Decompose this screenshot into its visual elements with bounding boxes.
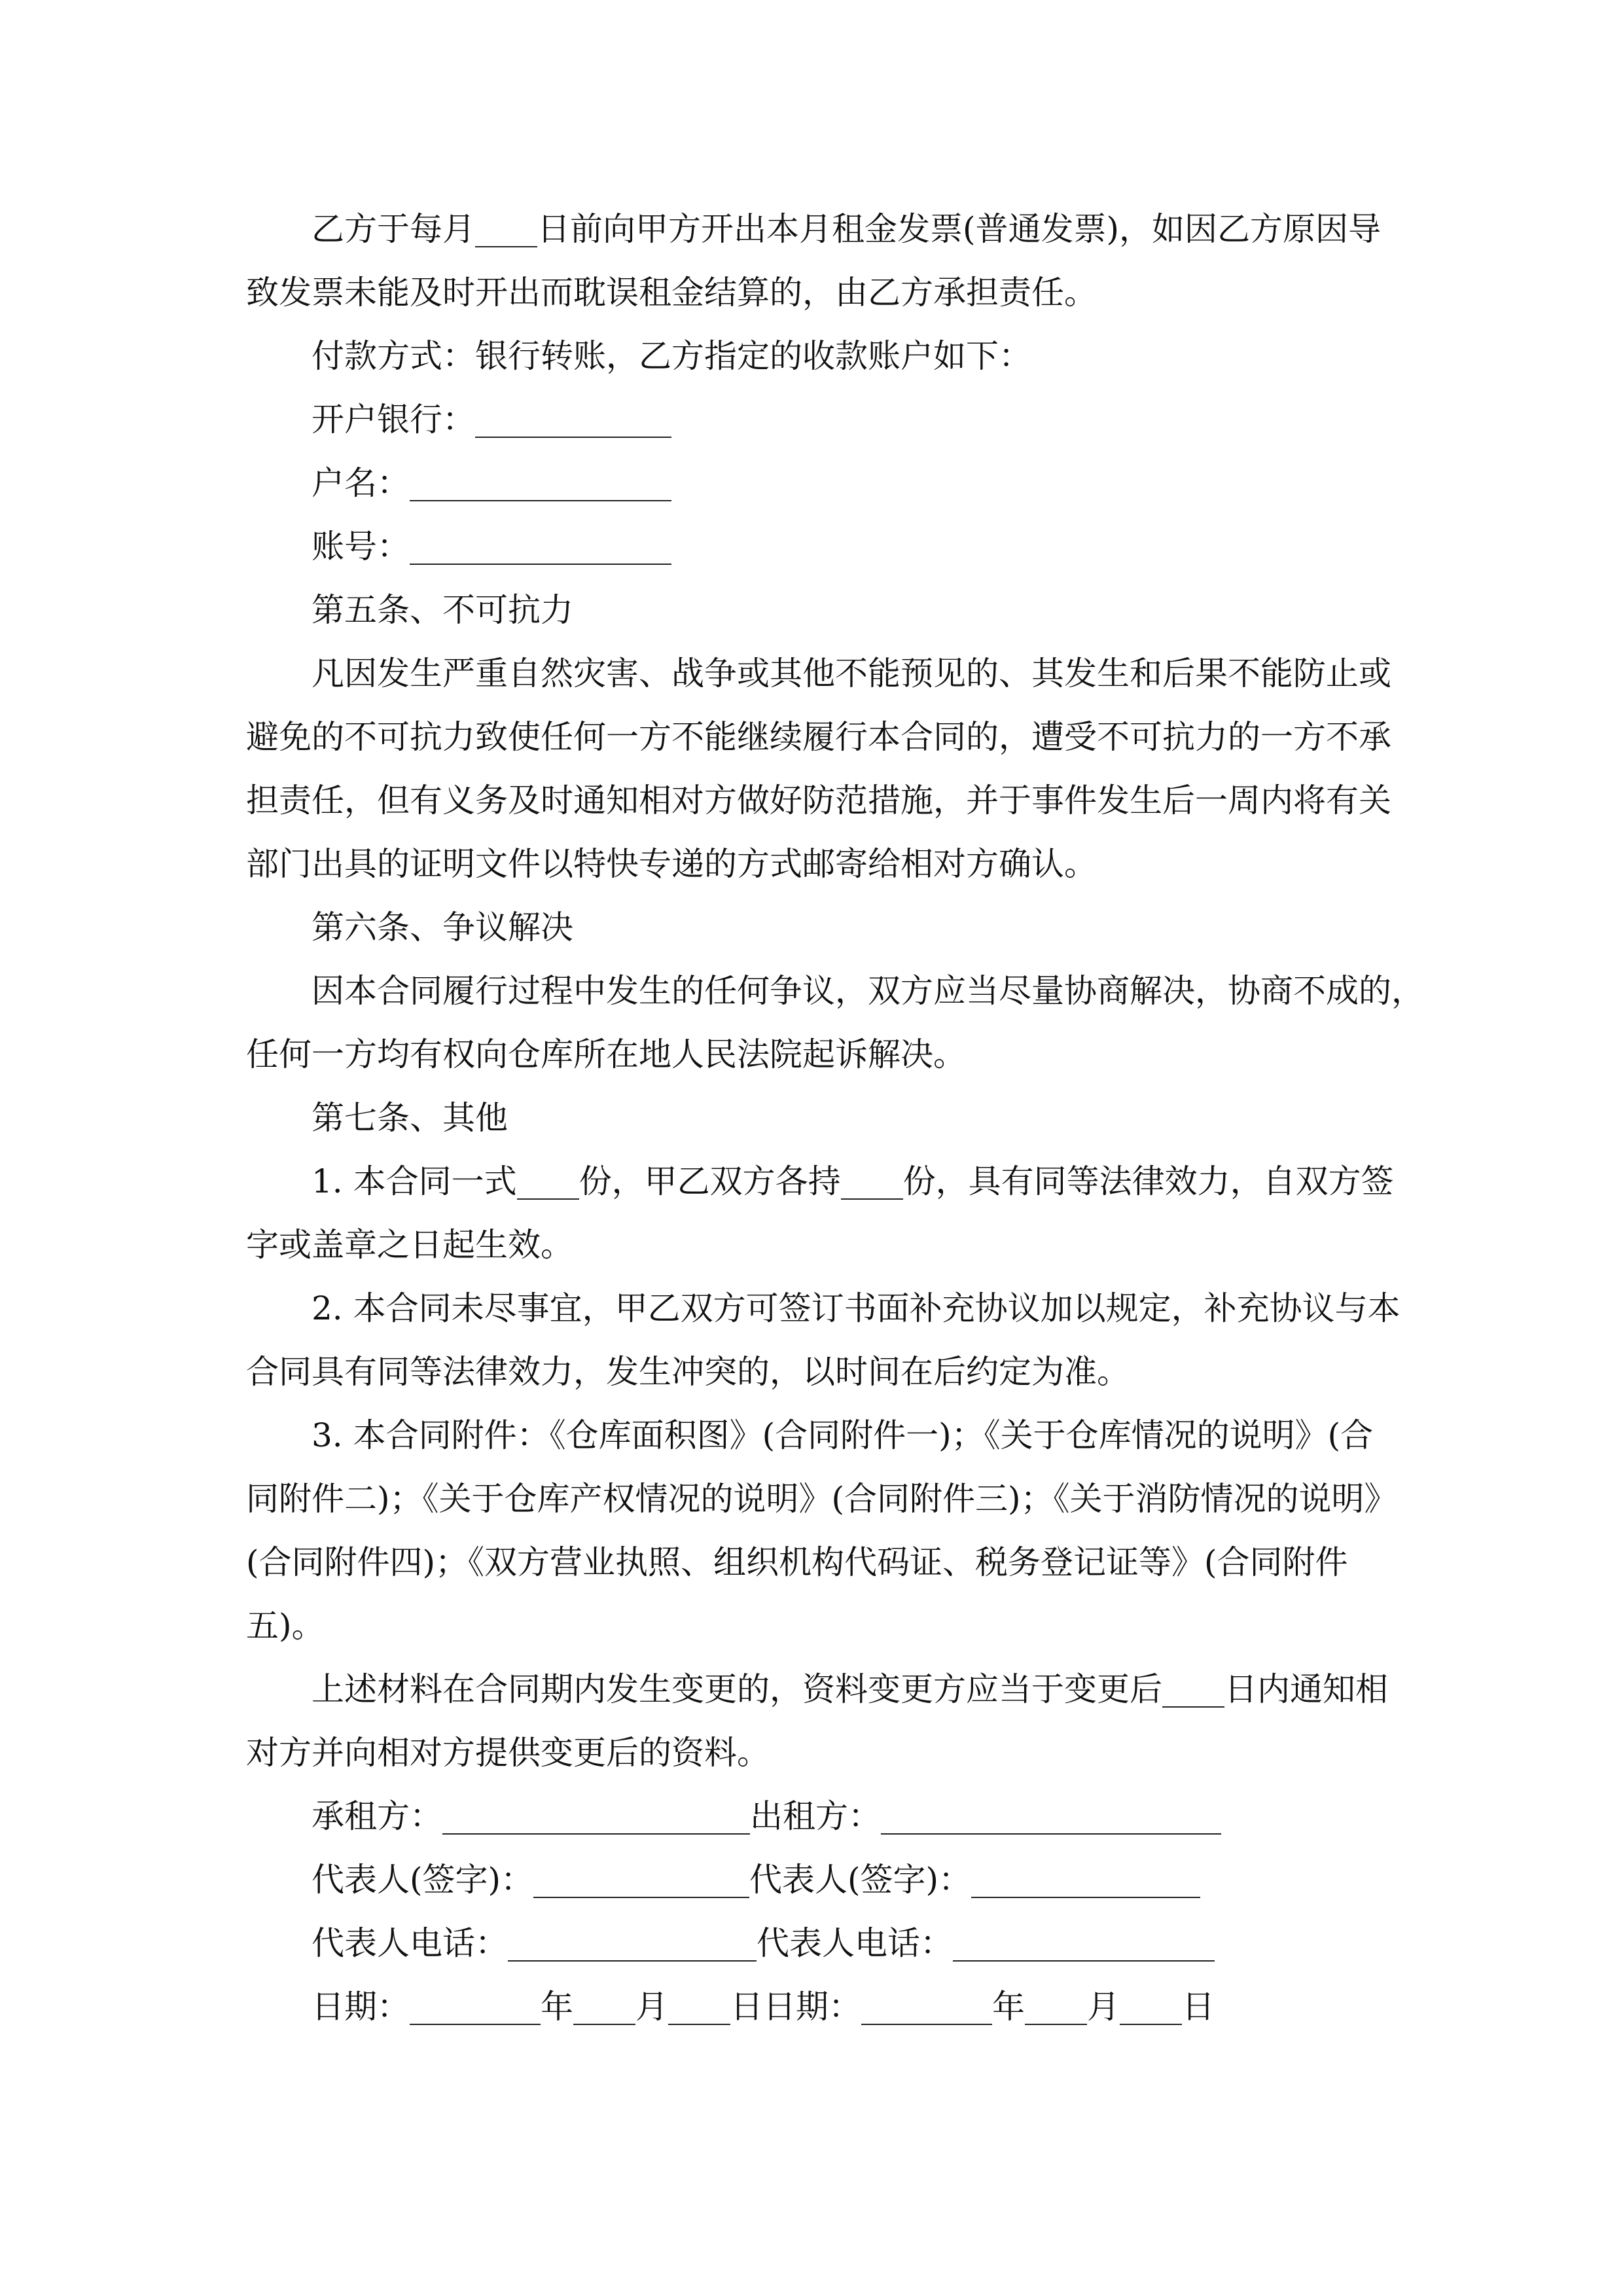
invoice-paragraph-line1 <box>246 198 1382 261</box>
article5-line1: 凡因发生严重自然灾害、战争或其他不能预见的、其发生和后果不能防止或 <box>312 655 1391 692</box>
account-name-label: 户名： <box>312 464 410 502</box>
article5-line4: 部门出具的证明文件以特快专递的方式邮寄给相对方确认。 <box>246 845 1097 883</box>
copies-blank <box>517 1162 579 1200</box>
day-blank <box>1120 1988 1182 2025</box>
month-blank <box>1025 1988 1087 2025</box>
text: 1. 本合同一式 <box>312 1162 517 1200</box>
change-line2: 对方并向相对方提供变更后的资料。 <box>246 1734 770 1772</box>
year-text: 年 <box>541 1988 573 2026</box>
party-row <box>246 1785 1378 1848</box>
day-text: 日 <box>730 1988 763 2026</box>
rep-sign-row <box>246 1848 1378 1912</box>
lessor-rep-blank <box>971 1861 1200 1898</box>
article6-line2: 任何一方均有权向仓库所在地人民法院起诉解决。 <box>246 1035 966 1073</box>
account-no-blank <box>410 528 671 565</box>
article6-line1: 因本合同履行过程中发生的任何争议，双方应当尽量协商解决，协商不成的， <box>312 972 1424 1010</box>
contract-body <box>246 198 1424 2039</box>
day-text: 日 <box>1182 1988 1215 2026</box>
text: 上述材料在合同期内发生变更的，资料变更方应当于变更后 <box>312 1670 1162 1708</box>
change-line1 <box>246 1658 1388 1721</box>
article5-title: 第五条、不可抗力 <box>312 591 573 629</box>
bank-label: 开户银行： <box>312 401 475 439</box>
account-no-label: 账号： <box>312 528 410 565</box>
article5-line3: 担责任，但有义务及时通知相对方做好防范措施，并于事件发生后一周内将有关 <box>246 781 1391 819</box>
rep-phone-row <box>246 1912 1378 1975</box>
year-blank <box>861 1988 992 2025</box>
day-blank <box>668 1988 730 2025</box>
payment-method: 付款方式：银行转账，乙方指定的收款账户如下： <box>312 337 1031 375</box>
year-text: 年 <box>992 1988 1025 2026</box>
lessor-date-label: 日期： <box>763 1988 861 2026</box>
lessee-label: 承租方： <box>312 1797 442 1835</box>
article7-title: 第七条、其他 <box>312 1099 508 1137</box>
text: 份，具有同等法律效力，自双方签 <box>902 1162 1394 1200</box>
lessor-phone-blank <box>953 1924 1215 1962</box>
month-text: 月 <box>635 1988 668 2026</box>
article6-title: 第六条、争议解决 <box>312 908 573 946</box>
bank-blank <box>475 401 671 438</box>
lessee-blank <box>442 1797 750 1835</box>
lessor-blank <box>881 1797 1221 1835</box>
lessor-rep-label: 代表人(签字)： <box>749 1861 972 1899</box>
lessee-phone-blank <box>508 1924 757 1962</box>
text: 乙方于每月 <box>312 210 475 248</box>
lessee-rep-label: 代表人(签字)： <box>312 1861 534 1899</box>
invoice-paragraph-line2: 致发票未能及时开出而耽误租金结算的，由乙方承担责任。 <box>246 274 1097 312</box>
item3-line2: 同附件二)；《关于仓库产权情况的说明》(合同附件三)；《关于消防情况的说明》 <box>246 1480 1397 1518</box>
year-blank <box>410 1988 541 2025</box>
month-text: 月 <box>1087 1988 1120 2026</box>
item1-line2: 字或盖章之日起生效。 <box>246 1226 573 1264</box>
date-row <box>246 1975 1378 2039</box>
lessee-phone-label: 代表人电话： <box>312 1924 508 1962</box>
account-name-row <box>246 452 1378 515</box>
account-name-blank <box>410 464 671 501</box>
bank-row <box>246 388 1378 452</box>
item3-line1: 3. 本合同附件：《仓库面积图》(合同附件一)；《关于仓库情况的说明》(合 <box>312 1416 1374 1454</box>
copies-each-blank <box>841 1162 903 1200</box>
lessee-rep-blank <box>533 1861 749 1898</box>
article5-line2: 避免的不可抗力致使任何一方不能继续履行本合同的，遭受不可抗力的一方不承 <box>246 718 1391 756</box>
item3-line3: (合同附件四)；《双方营业执照、组织机构代码证、税务登记证等》(合同附件 <box>246 1543 1348 1581</box>
lessor-phone-label: 代表人电话： <box>757 1924 953 1962</box>
item2-line1: 2. 本合同未尽事宜，甲乙双方可签订书面补充协议加以规定，补充协议与本 <box>312 1289 1400 1327</box>
item3-line4: 五)。 <box>246 1607 325 1645</box>
item1-line1 <box>246 1150 1394 1213</box>
text: 份，甲乙双方各持 <box>579 1162 841 1200</box>
account-no-row <box>246 515 1378 579</box>
lessor-label: 出租方： <box>750 1797 881 1835</box>
days-blank <box>1162 1670 1224 1708</box>
text: 日前向甲方开出本月租金发票(普通发票)，如因乙方原因导 <box>537 210 1382 248</box>
item2-line2: 合同具有同等法律效力，发生冲突的，以时间在后约定为准。 <box>246 1353 1130 1391</box>
text: 日内通知相 <box>1224 1670 1388 1708</box>
lessee-date-label: 日期： <box>312 1988 410 2026</box>
blank-field <box>475 210 537 247</box>
month-blank <box>573 1988 635 2025</box>
